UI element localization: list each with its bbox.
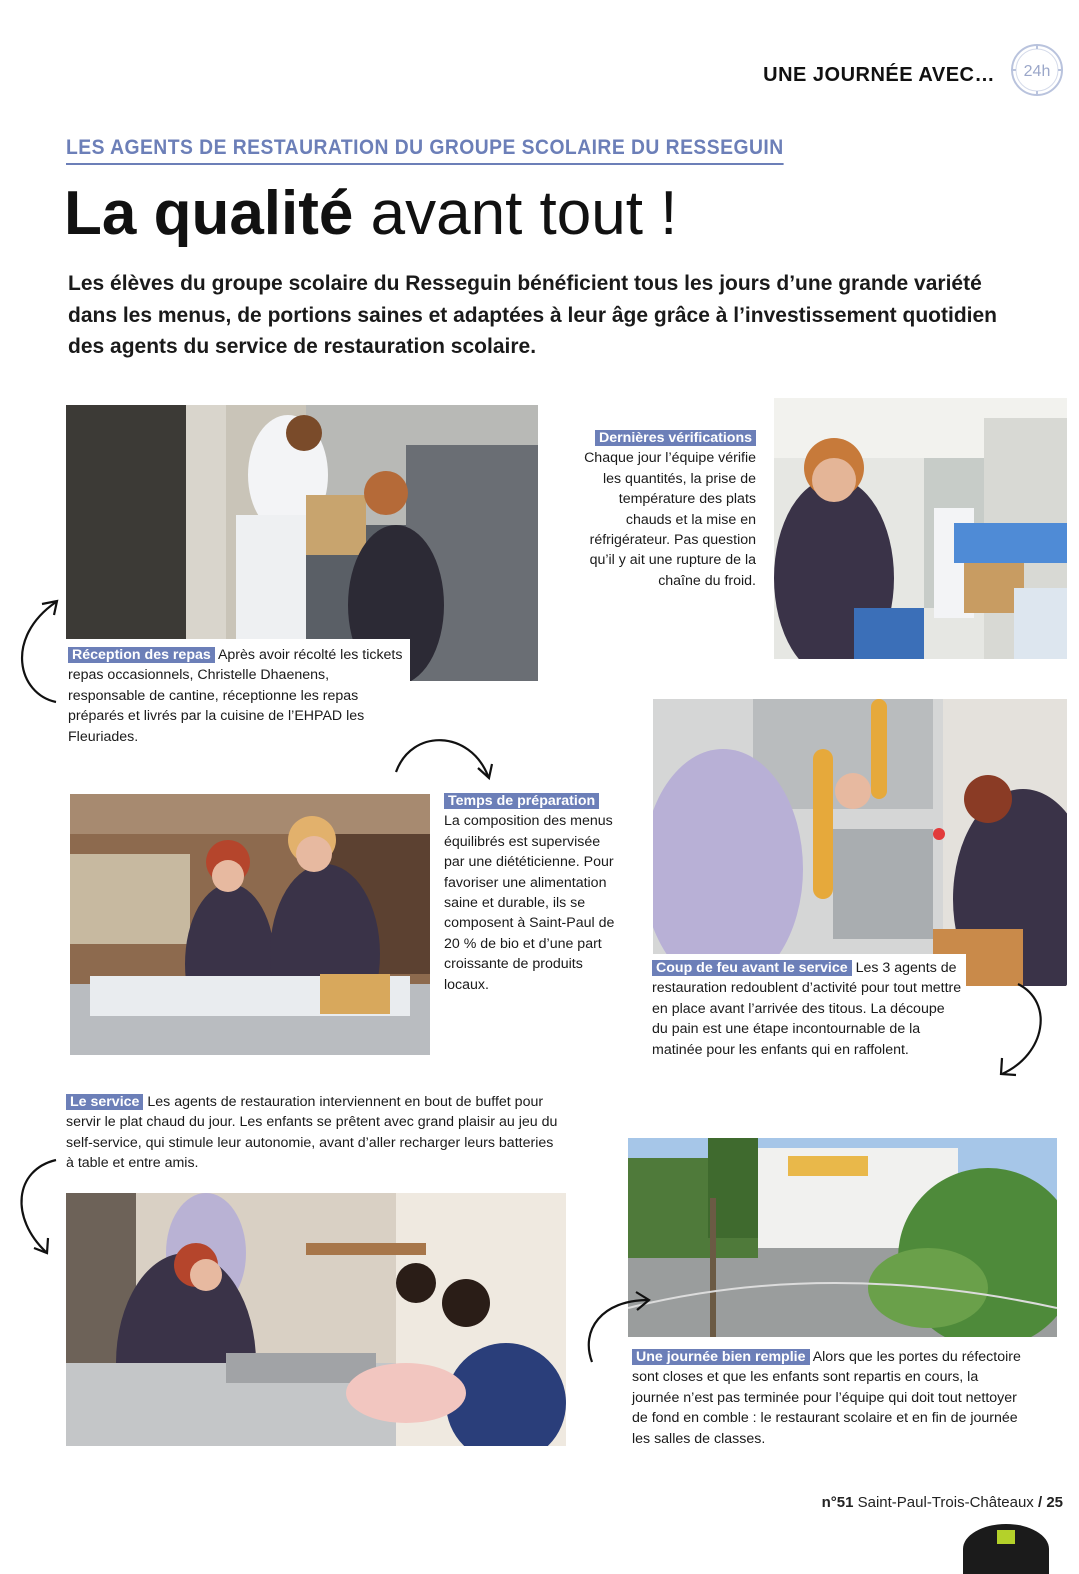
clock-label: 24h — [1023, 63, 1051, 80]
caption-reception-text: Après avoir récolté les tickets repas occasionnels, Christelle Dhaenens, responsable de cantine, réceptionne les repas préparés et livrés par la cuisine de l’EHPAD les Fleuriades. — [68, 647, 403, 745]
caption-journee-tag: Une journée bien remplie — [632, 1349, 810, 1365]
caption-service-tag: Le service — [66, 1094, 143, 1110]
section-title: UNE JOURNÉE AVEC… — [763, 64, 995, 86]
clock-24h-icon — [1009, 42, 1065, 98]
corner-tab-decoration — [963, 1524, 1049, 1574]
photo-service — [66, 1193, 566, 1446]
headline — [64, 178, 677, 250]
caption-coup-de-feu — [650, 954, 966, 1064]
caption-verifications — [576, 428, 756, 591]
caption-preparation — [444, 791, 620, 995]
caption-coup-de-feu-text: Les 3 agents de restauration redoublent d’activité pour tout mettre en place avant l’arrivée des titous. La découpe du pain est une étape incontournable de la matinée pour les enfants qui en raffolent. — [652, 960, 962, 1058]
caption-journee — [632, 1347, 1022, 1449]
photo-coup-de-feu — [653, 699, 1067, 986]
arrow-service-icon — [10, 1158, 60, 1258]
arrow-journee-icon — [582, 1290, 654, 1366]
caption-service-text: Les agents de restauration interviennent en bout de buffet pour servir le plat chaud du jour. Les enfants se prêtent avec grand plaisir au jeu du self-service, qui stimule leur autonomie, avant d’aller recharger leurs batteries à table et entre amis. — [66, 1094, 558, 1172]
arrow-coup-de-feu-icon — [994, 982, 1050, 1078]
arrow-preparation-icon — [392, 732, 496, 782]
caption-coup-de-feu-tag: Coup de feu avant le service — [652, 960, 852, 976]
caption-journee-text: Alors que les portes du réfectoire sont closes et que les enfants sont repartis en cours, la journée n’est pas terminée pour l’équipe qui doit tout nettoyer de fond en comble : le restaurant scolaire et en fin de journée les salles de classes. — [632, 1349, 1021, 1447]
footer-page-number: 25 — [1046, 1494, 1063, 1511]
arrow-reception-icon — [8, 598, 64, 706]
photo-preparation — [70, 794, 430, 1055]
kicker: LES AGENTS DE RESTAURATION DU GROUPE SCOLAIRE DU RESSEGUIN — [66, 136, 784, 165]
headline-light: avant tout ! — [370, 179, 678, 248]
intro-paragraph: Les élèves du groupe scolaire du Resseguin bénéficient tous les jours d’une grande variété dans les menus, de portions saines et adaptées à leur âge grâce à l’investissement quotidien des agents du service de restauration scolaire. — [68, 272, 997, 358]
photo-journee — [628, 1138, 1057, 1337]
caption-reception-tag: Réception des repas — [68, 647, 215, 663]
caption-preparation-text: La composition des menus équilibrés est supervisée par une diététicienne. Pour favoriser une alimentation saine et durable, ils se composent à Saint-Paul de 20 % de bio et d’une part croissante de produits locaux. — [444, 813, 615, 993]
footer-town: Saint-Paul-Trois-Châteaux — [857, 1494, 1034, 1511]
caption-verifications-text: Chaque jour l’équipe vérifie les quantités, la prise de température des plats chauds et la mise en réfrigérateur. Pas question qu’il y ait une rupture de la chaîne du froid. — [584, 450, 756, 589]
caption-reception — [66, 639, 410, 751]
photo-verifications — [774, 398, 1067, 659]
footer-issue: n°51 — [821, 1494, 854, 1511]
headline-bold: La qualité — [64, 179, 354, 248]
caption-preparation-tag: Temps de préparation — [444, 793, 599, 809]
caption-service — [66, 1092, 564, 1174]
page-footer — [822, 1494, 1063, 1511]
caption-verifications-tag: Dernières vérifications — [595, 430, 756, 446]
footer-separator: / — [1037, 1494, 1043, 1511]
